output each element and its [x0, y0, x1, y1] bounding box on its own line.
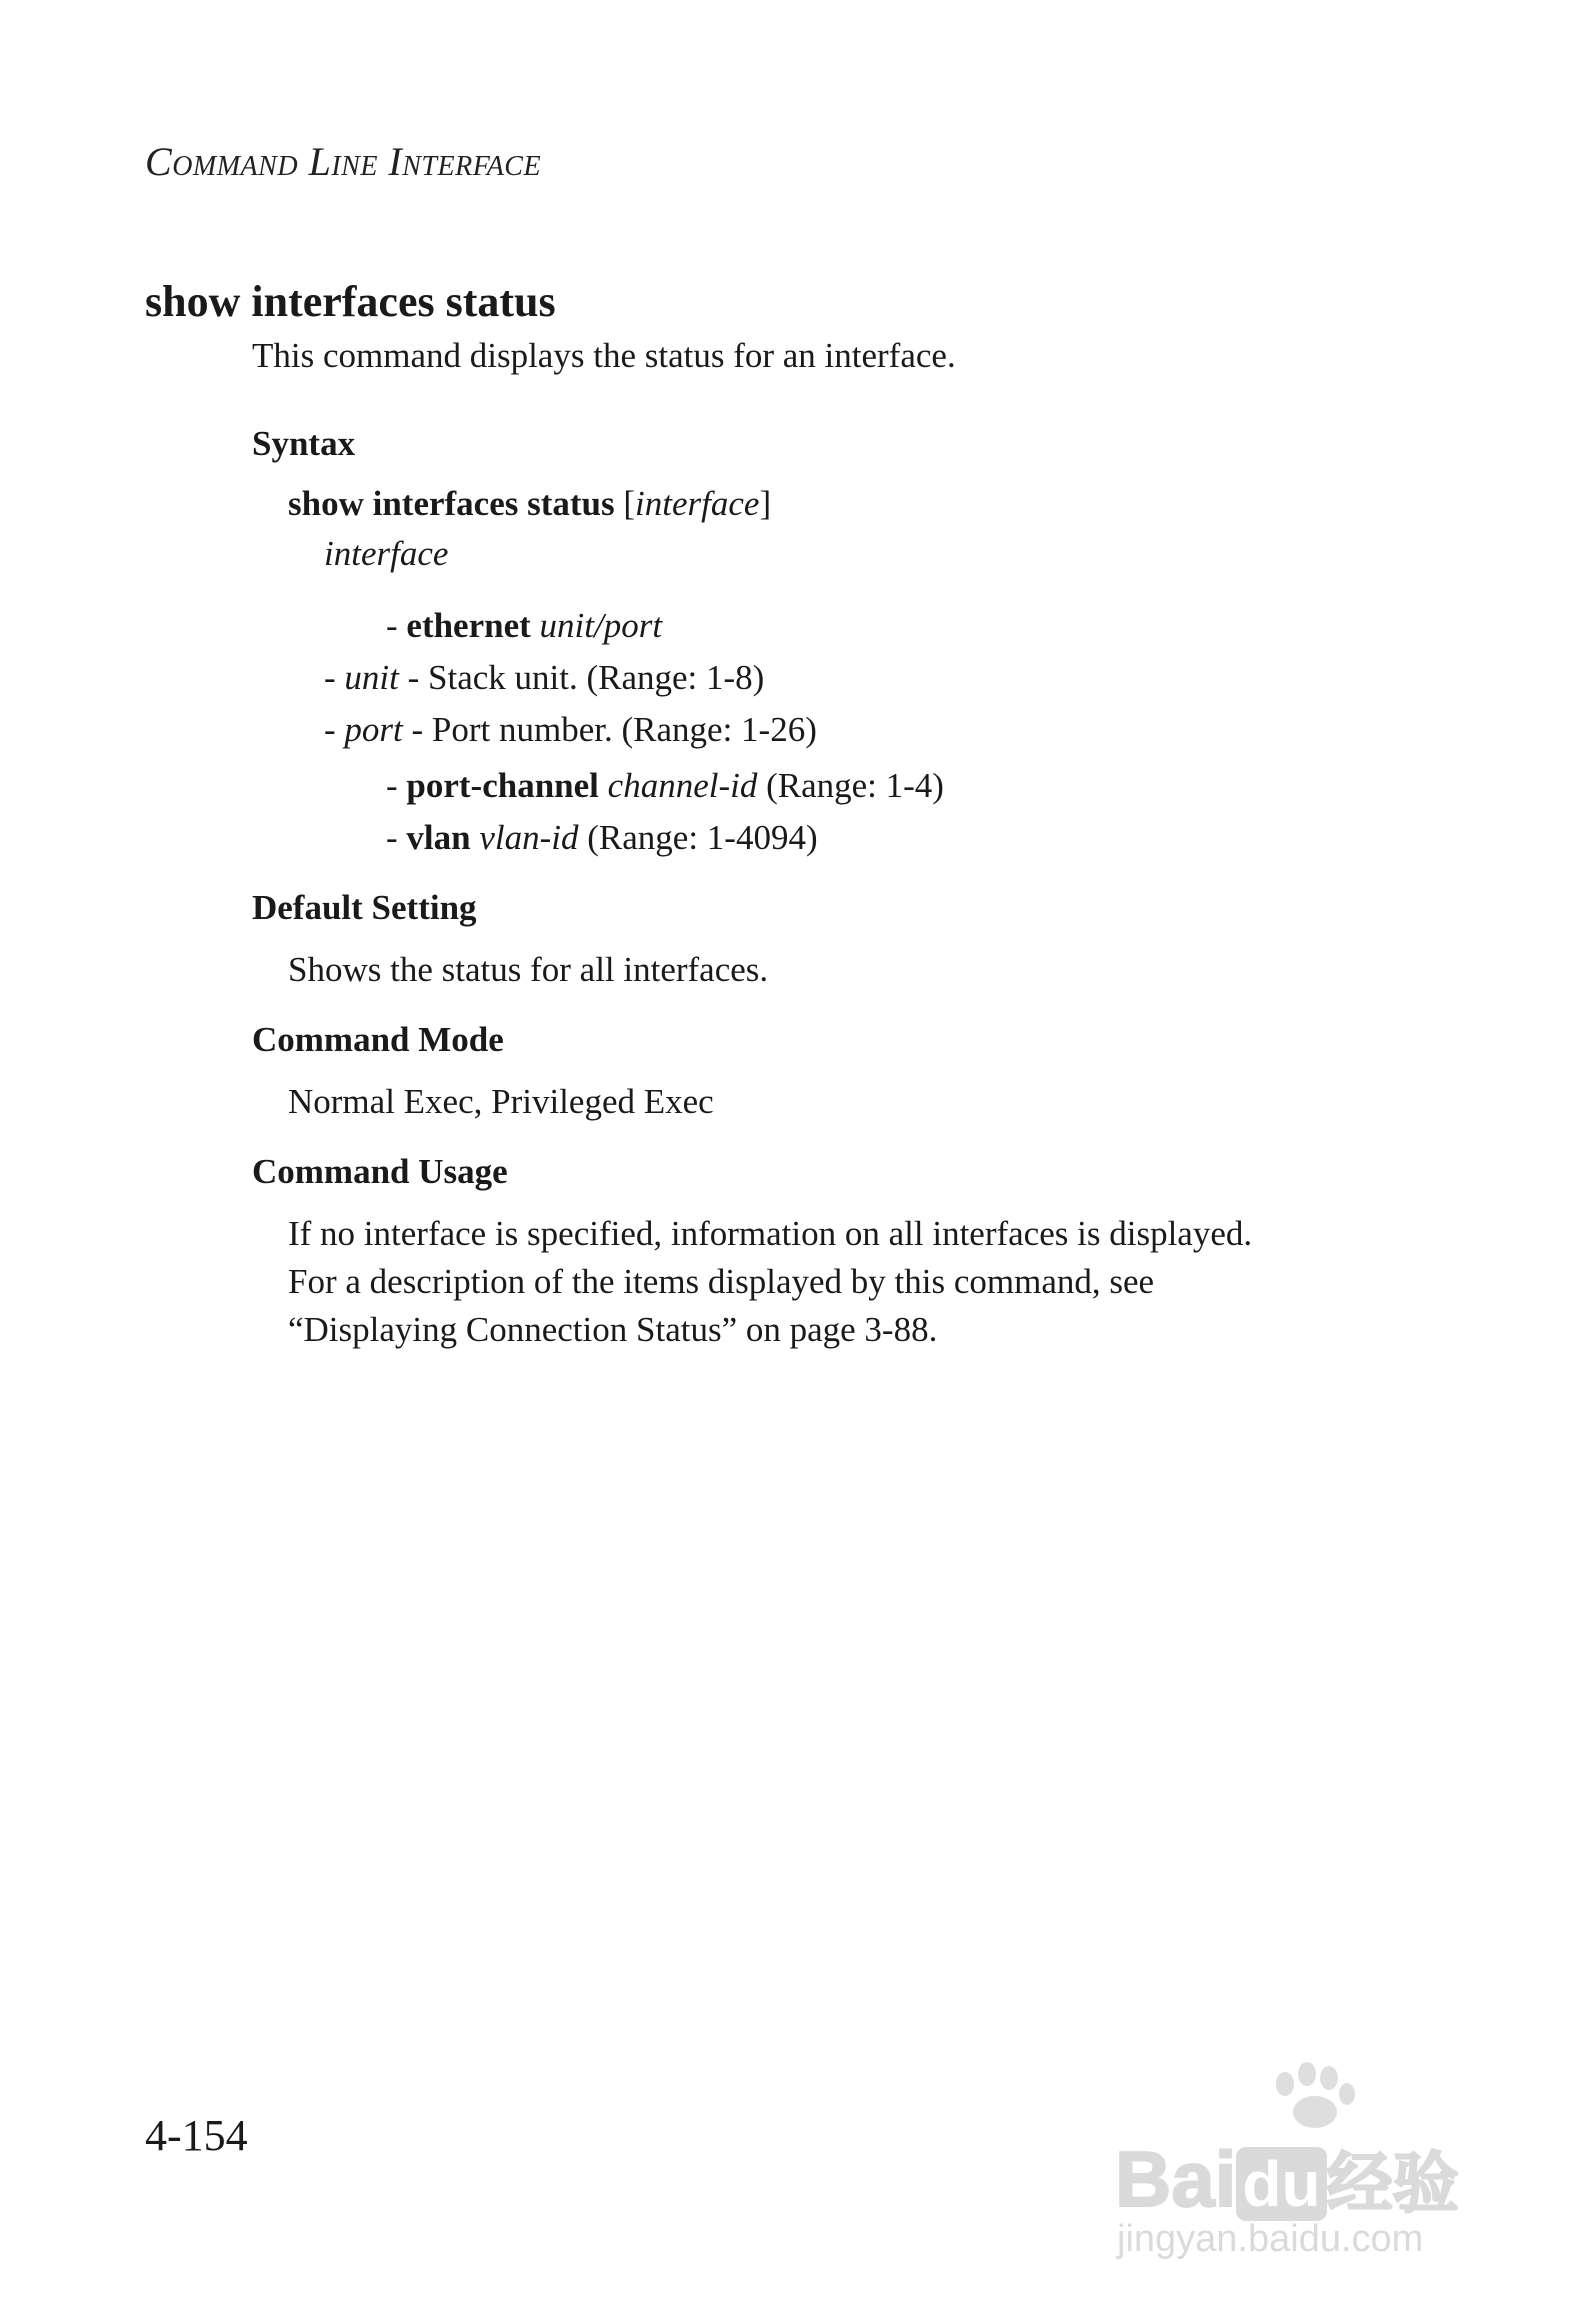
- option-arg: channel-id: [598, 766, 758, 805]
- running-head-ine: ine: [331, 139, 378, 184]
- option-keyword: vlan: [406, 818, 471, 857]
- option-rest: (Range: 1-4094): [578, 818, 818, 857]
- command-usage-line: For a description of the items displayed by this command, see: [288, 1262, 1155, 1301]
- option-keyword: ethernet: [406, 606, 531, 645]
- running-head-l: L: [308, 139, 332, 184]
- param-label: interface: [324, 534, 449, 573]
- option-dash: -: [386, 606, 407, 645]
- option-unit: [324, 658, 764, 698]
- running-head-ommand: ommand: [172, 139, 299, 184]
- command-mode-text: Normal Exec, Privileged Exec: [288, 1082, 714, 1121]
- option-arg: vlan-id: [470, 818, 579, 857]
- watermark-brand: Bai: [1115, 2135, 1237, 2223]
- option-dash: -: [324, 658, 345, 697]
- option-keyword: port: [344, 710, 403, 749]
- command-usage-line: If no interface is specified, information on all interfaces is displayed.: [288, 1214, 1253, 1253]
- option-dash: -: [386, 818, 407, 857]
- option-vlan: [386, 818, 818, 858]
- watermark-brand-du: du: [1236, 2147, 1326, 2221]
- option-dash: -: [324, 710, 345, 749]
- watermark-brand-cn: 经验: [1326, 2146, 1459, 2220]
- command-usage-line: “Displaying Connection Status” on page 3-88.: [288, 1310, 938, 1349]
- command-mode-heading: Command Mode: [252, 1020, 504, 1059]
- option-ethernet: [386, 606, 662, 646]
- bracket-close: ]: [759, 484, 772, 523]
- option-port-channel: [386, 766, 944, 806]
- running-head-nterface: nterface: [402, 139, 542, 184]
- syntax-command: show interfaces status: [288, 484, 615, 523]
- running-head-c: C: [145, 139, 173, 184]
- syntax-param: interface: [635, 484, 760, 523]
- section-title: show interfaces status: [145, 277, 556, 326]
- baidu-watermark: [1115, 2060, 1505, 2260]
- watermark-url: jingyan.baidu.com: [1117, 2218, 1424, 2260]
- page-number: 4-154: [145, 2111, 248, 2160]
- running-head-i: I: [388, 139, 403, 184]
- option-rest: - Port number. (Range: 1-26): [402, 710, 817, 749]
- option-rest: (Range: 1-4): [757, 766, 944, 805]
- syntax-heading: Syntax: [252, 424, 356, 463]
- option-keyword: unit: [344, 658, 399, 697]
- section-intro: This command displays the status for an interface.: [252, 336, 956, 375]
- bracket-open: [: [614, 484, 636, 523]
- watermark-logo: [1115, 2130, 1459, 2225]
- syntax-command-line: [288, 484, 771, 524]
- option-dash: -: [386, 766, 407, 805]
- option-keyword: port-channel: [406, 766, 599, 805]
- option-arg: unit/port: [530, 606, 663, 645]
- default-setting-text: Shows the status for all interfaces.: [288, 950, 769, 989]
- running-header: [145, 138, 541, 185]
- option-rest: - Stack unit. (Range: 1-8): [398, 658, 765, 697]
- option-port: [324, 710, 817, 750]
- default-setting-heading: Default Setting: [252, 888, 477, 927]
- command-usage-heading: Command Usage: [252, 1152, 508, 1191]
